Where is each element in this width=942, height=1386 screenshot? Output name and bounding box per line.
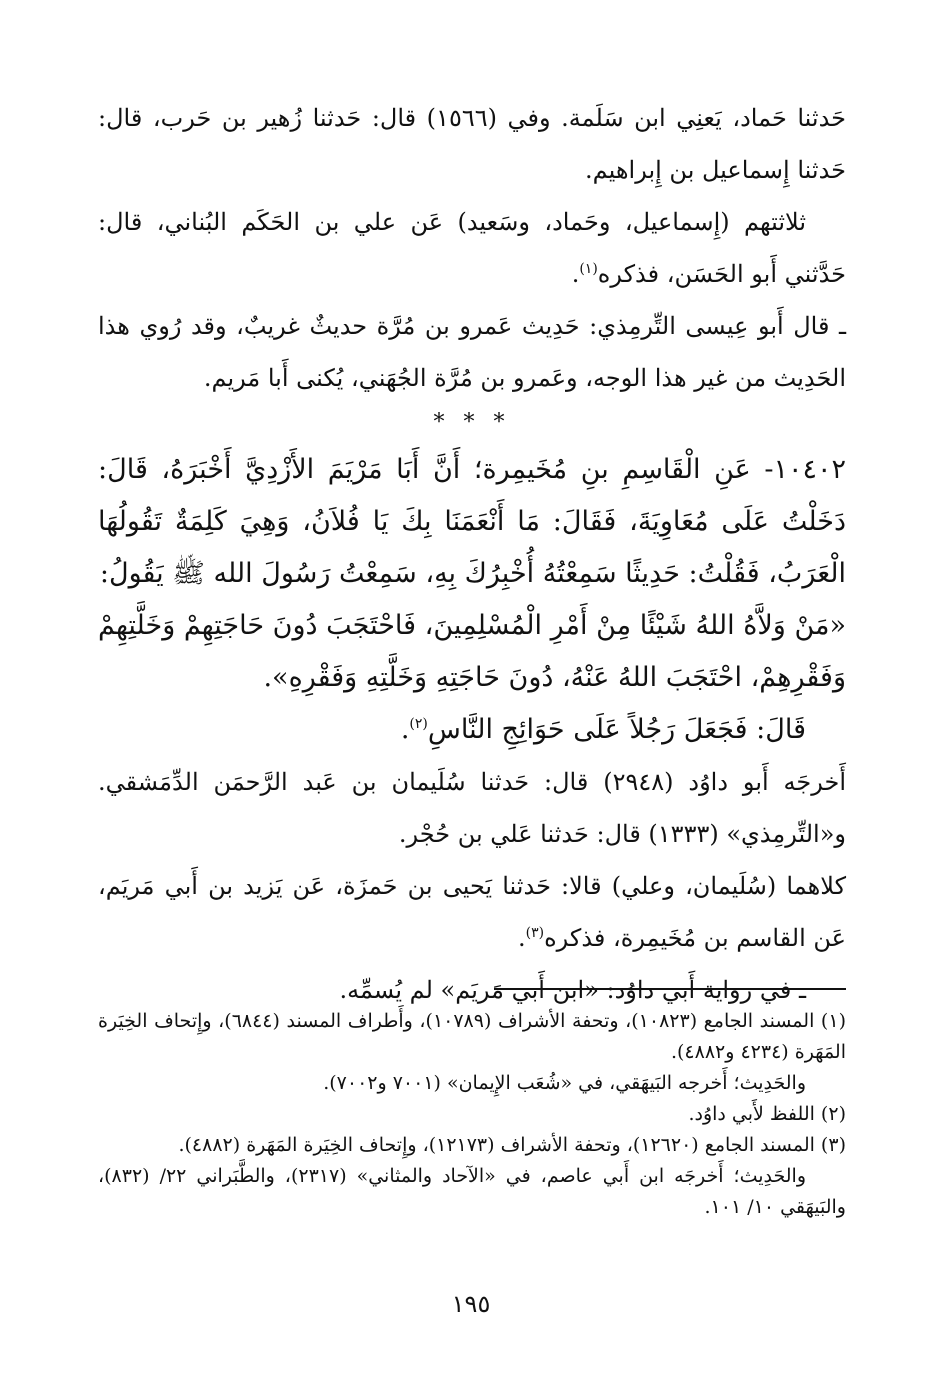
paragraph-1 <box>98 92 846 196</box>
page-body <box>98 92 846 1322</box>
section-separator: * * * <box>433 410 511 435</box>
paragraph-3 <box>98 300 846 404</box>
footnote-2: (٢) اللفظ لأَبي داوُد. <box>688 1103 846 1125</box>
footnote-ref-2: (٢) <box>409 716 428 732</box>
paragraph-2-end: . <box>571 260 580 288</box>
footnotes <box>98 1006 846 1223</box>
hadith-text-body: «مَنْ وَلاَّهُ اللهُ شَيْئًا مِنْ أَمْرِ الْمُسْلِمِينَ، فَاحْتَجَبَ دُونَ حَاجَتِهِمْ وَخَلَّتِهِمْ وَفَقْرِهِمْ، احْتَجَبَ اللهُ عَنْهُ، دُونَ حَاجَتِهِ وَخَلَّتِهِ وَفَقْرِهِ». <box>98 610 846 693</box>
paragraph-2 <box>98 196 846 300</box>
page-number: ١٩٥ <box>451 1290 491 1318</box>
paragraph-6-text: ـ في رواية أَبي داوُد: «ابن أَبي مَريَم» لم يُسمِّه. <box>339 976 806 1004</box>
hadith-intro-text: ١٠٤٠٢- عَنِ الْقَاسِمِ بنِ مُخَيمِرة؛ أَنَّ أَبَا مَرْيَمَ الأَزْدِيَّ أَخْبَرَهُ، قَالَ: دَخَلْتُ عَلَى مُعَاوِيَةَ، فَقَالَ: مَا أَنْعَمَنَا بِكَ يَا فُلاَنُ، وَهِيَ كَلِمَةٌ تَقُولُهَا الْعَرَبُ، فَقُلْتُ: حَدِيثًا سَمِعْتُهُ أُخْبِرُكَ بِهِ، سَمِعْتُ رَسُولَ الله ﷺ يَقُولُ: <box>98 454 846 589</box>
hadith-end-text: قَالَ: فَجَعَلَ رَجُلاً عَلَى حَوَائِجِ النَّاسِ <box>427 714 806 745</box>
paragraph-5-text: كلاهما (سُلَيمان، وعلي) قالا: حَدثنا يَحيى بن حَمزَة، عَن يَزيد بن أَبي مَريَم، عَن القاسم بن مُخَيمِرة، فذكره <box>98 872 846 952</box>
paragraph-4 <box>98 756 846 860</box>
footnote-ref-3: (٣) <box>525 925 545 941</box>
hadith-end <box>98 704 846 756</box>
paragraph-4-text: أَخرجَه أَبو داوُد (٢٩٤٨) قال: حَدثنا سُلَيمان بن عَبد الرَّحمَن الدِّمَشقي. و«التِّرمِذي» (١٣٣٣) قال: حَدثنا عَلي بن حُجْر. <box>98 768 847 848</box>
hadith-text <box>98 600 846 704</box>
paragraph-1-text: حَدثنا حَماد، يَعنِي ابن سَلَمة. وفي (١٥٦٦) قال: حَدثنا زُهير بن حَرب، قال: حَدثنا إِسماعيل بن إِبراهيم. <box>98 104 846 184</box>
paragraph-2-text: ثلاثتهم (إِسماعيل، وحَماد، وسَعيد) عَن علي بن الحَكَم البُناني، قال: حَدَّثني أَبو الحَسَن، فذكره <box>98 208 846 288</box>
paragraph-3-text: ـ قال أَبو عِيسى التِّرمِذي: حَدِيث عَمرو بن مُرَّة حديثٌ غريبٌ، وقد رُوي هذا الحَدِيث من غير هذا الوجه، وعَمرو بن مُرَّة الجُهَني، يُكنى أَبا مَريم. <box>98 312 846 392</box>
paragraph-5-end: . <box>517 924 526 952</box>
hadith-intro <box>98 444 846 600</box>
footnote-3-extra: والحَدِيث؛ أَخرجَه ابن أَبي عاصم، في «الآحاد والمثاني» (٢٣١٧)، والطَّبَراني ٢٢/ (٨٣٢)، والبَيهَقي ١٠/ ١٠١. <box>98 1165 846 1218</box>
footnote-1-extra: والحَدِيث؛ أَخرجه البَيهَقي، في «شُعَب الإِيمان» (٧٠٠١ و٧٠٠٢). <box>323 1072 806 1094</box>
hadith-end-tail: . <box>400 714 410 745</box>
footnote-3: (٣) المسند الجامع (١٢٦٢٠)، وتحفة الأشراف (١٢١٧٣)، وإِتحاف الخِيَرة المَهَرة (٤٨٨٢). <box>178 1134 846 1156</box>
footnote-ref-1: (١) <box>579 261 598 277</box>
paragraph-5 <box>98 860 846 964</box>
footnote-divider <box>494 988 846 990</box>
footnote-1: (١) المسند الجامع (١٠٨٢٣)، وتحفة الأشراف (١٠٧٨٩)، وأَطراف المسند (٦٨٤٤)، وإِتحاف الخِيَرة المَهَرة (٤٢٣٤ و٤٨٨٢). <box>98 1010 846 1063</box>
